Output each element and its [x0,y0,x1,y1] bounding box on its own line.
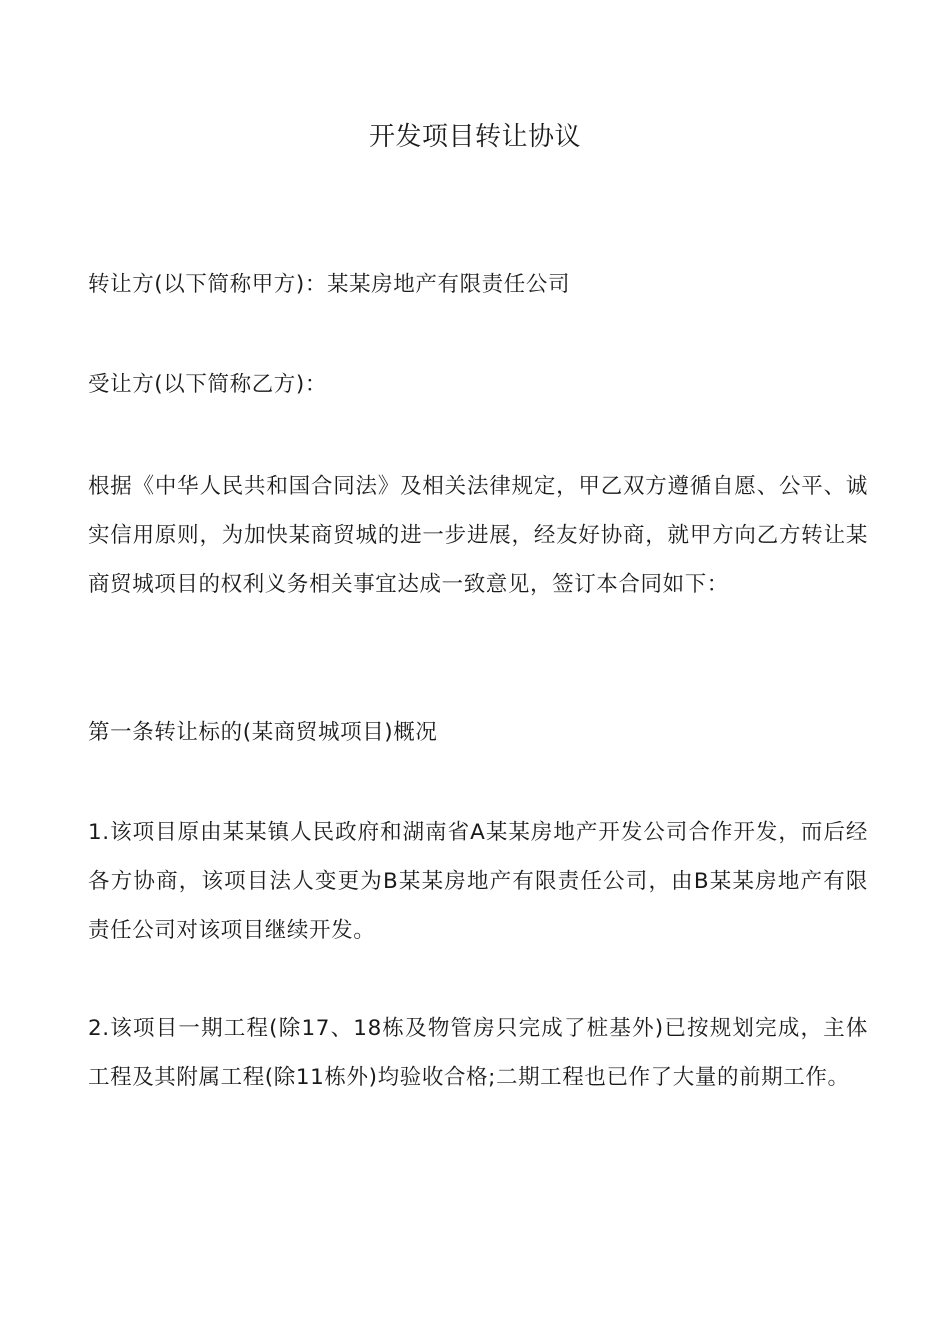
clause-1: 1.该项目原由某某镇人民政府和湖南省A某某房地产开发公司合作开发，而后经各方协商，该项目法人变更为B某某房地产有限责任公司，由B某某房地产有限责任公司对该项目继续开发。 [88,820,868,943]
preamble-paragraph: 根据《中华人民共和国合同法》及相关法律规定，甲乙双方遵循自愿、公平、诚实信用原则，为加快某商贸城的进一步进展，经友好协商，就甲方向乙方转让某商贸城项目的权利义务相关事宜达成一致意见，签订本合同如下： [88,474,868,597]
article1-heading: 第一条转让标的(某商贸城项目)概况 [88,720,438,745]
transferee-line: 受让方(以下简称乙方)： [88,372,327,397]
clause-2: 2.该项目一期工程(除17、18栋及物管房只完成了桩基外)已按规划完成，主体工程及其附属工程(除11栋外)均验收合格;二期工程也已作了大量的前期工作。 [88,1016,868,1090]
document-title: 开发项目转让协议 [368,122,581,152]
transferor-line: 转让方(以下简称甲方)：某某房地产有限责任公司 [88,272,571,297]
